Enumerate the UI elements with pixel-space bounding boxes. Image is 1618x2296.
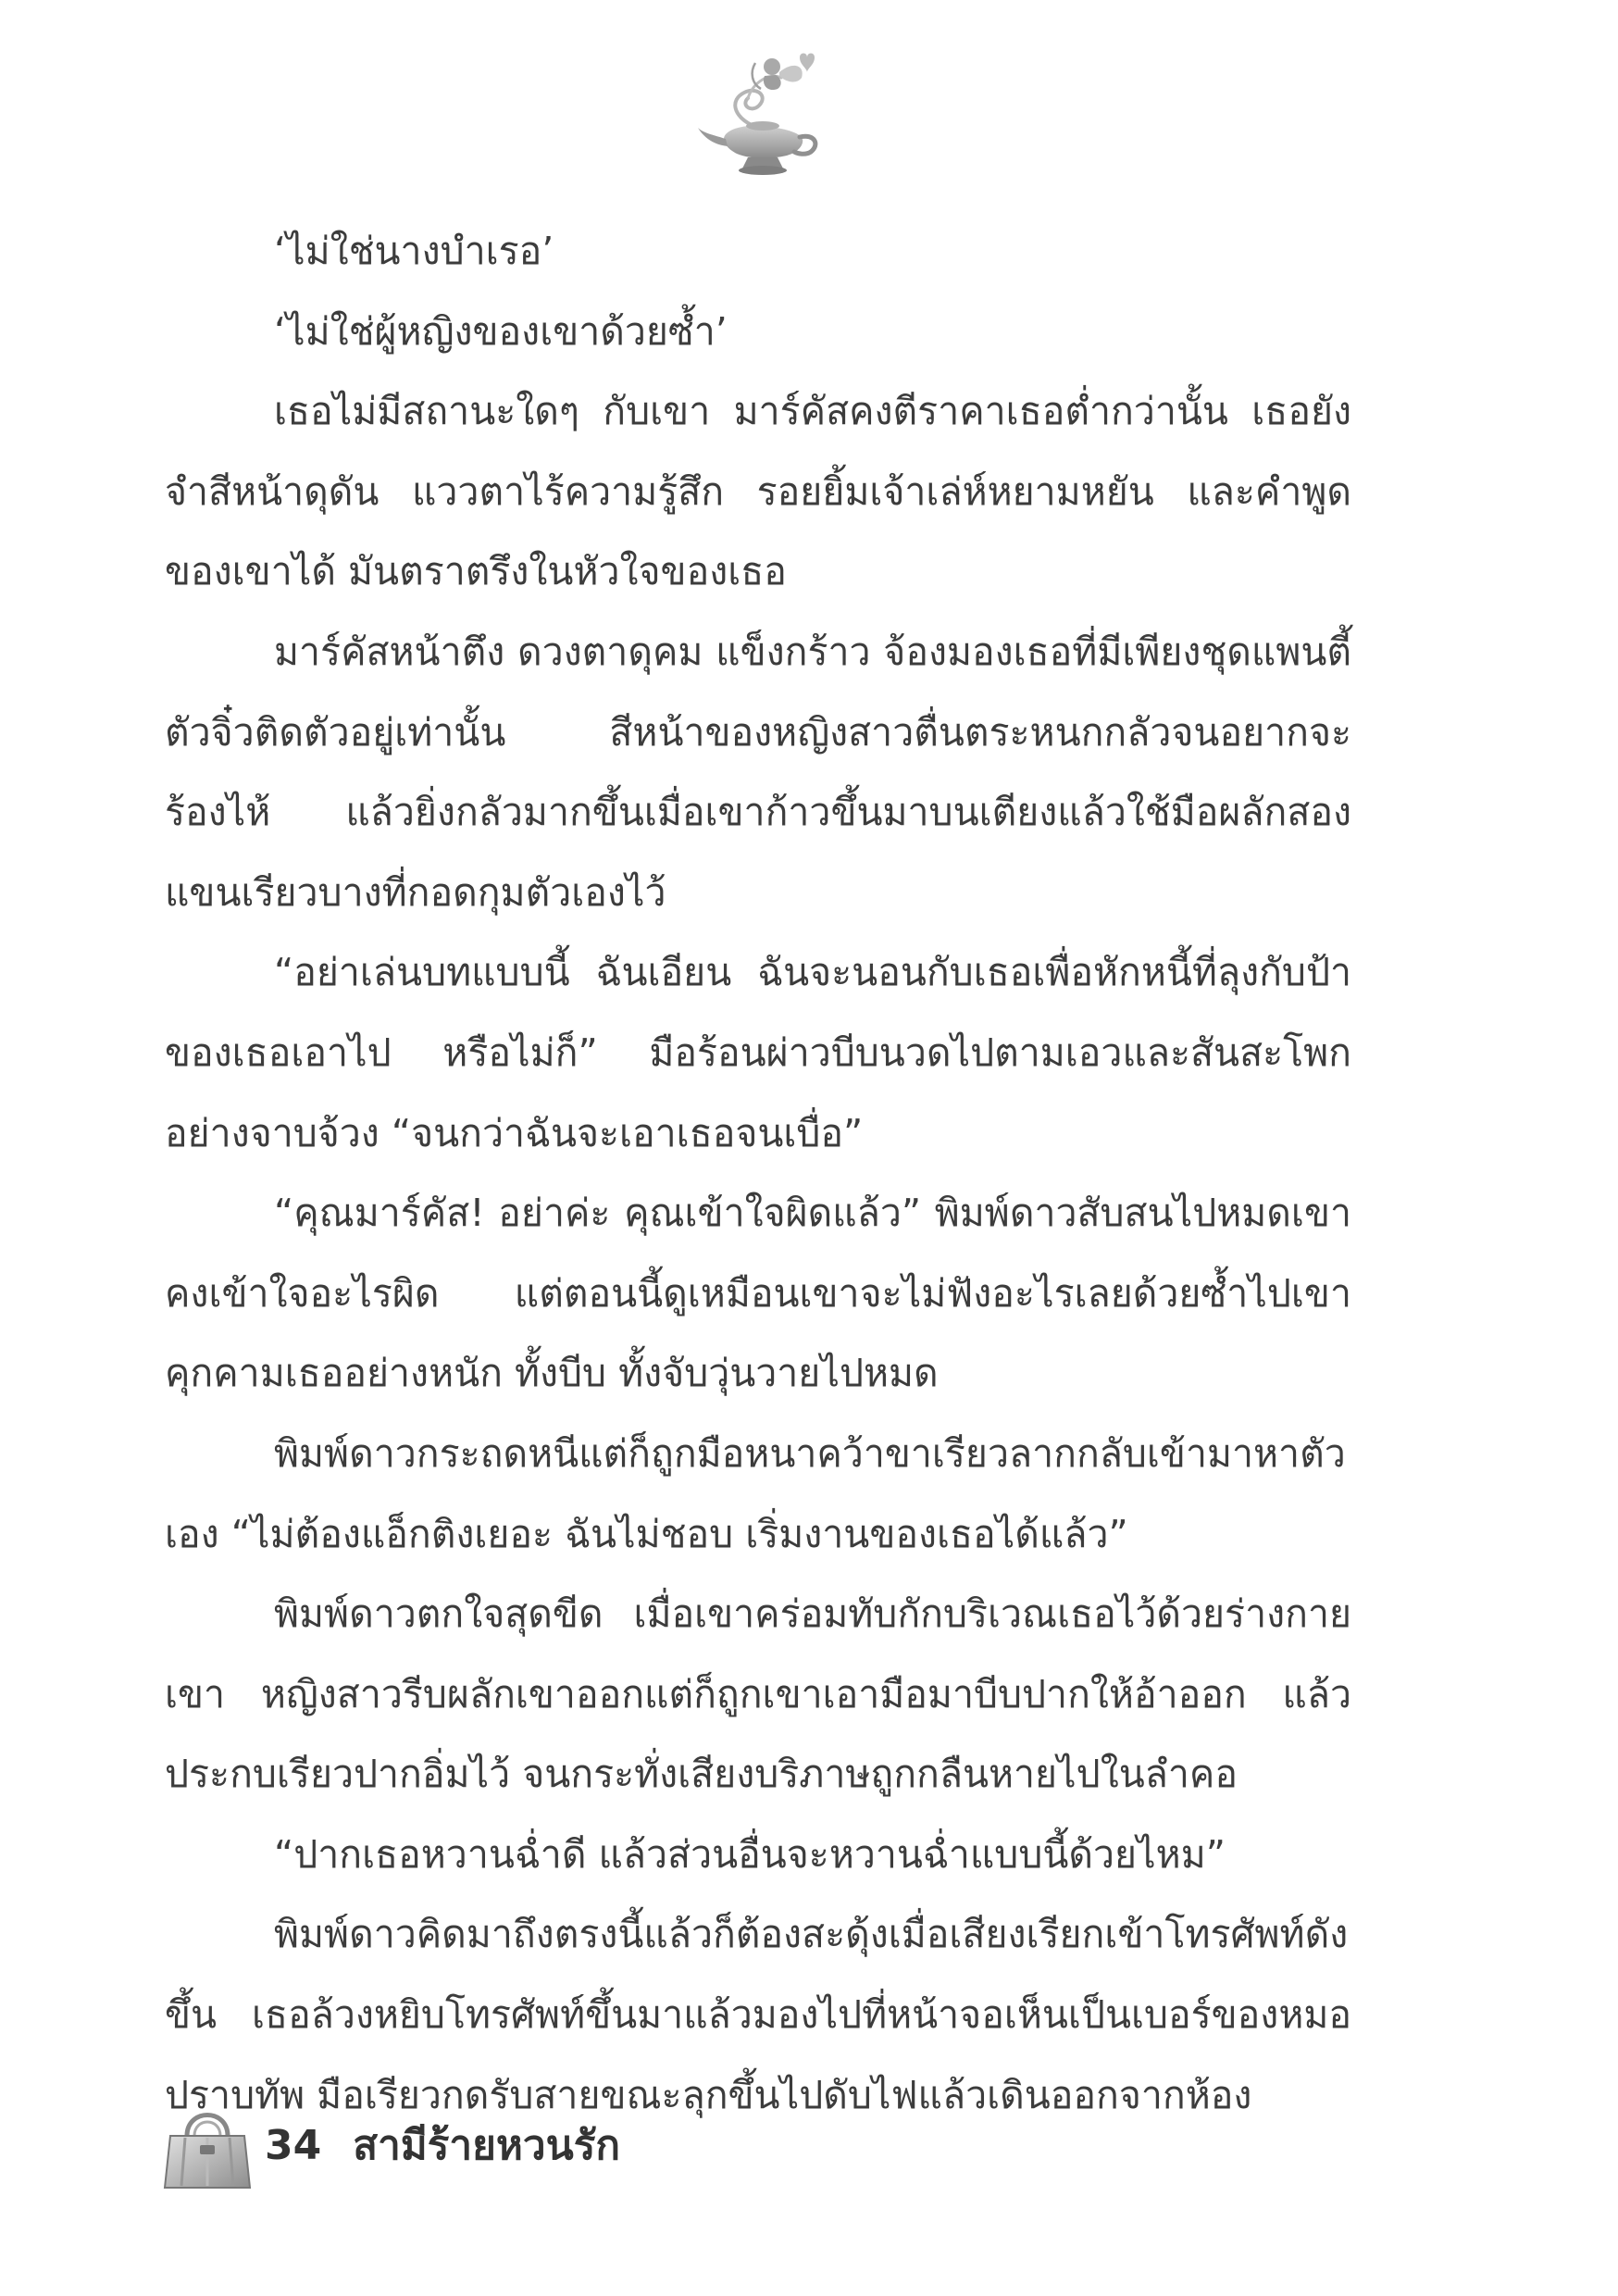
paragraph: พิมพ์ดาวคิดมาถึงตรงนี้แล้วก็ต้องสะดุ้งเมื่อเสียงเรียกเข้าโทรศัพท์ดังขึ้น เธอล้วงหยิบโทรศัพท์ขึ้นมาแล้วมองไปที่หน้าจอเห็นเป็นเบอร์ของหมอปราบทัพ มือเรียวกดรับสายขณะลุกขึ้นไปดับไฟแล้วเดินออกจากห้อง xyxy=(165,1912,1351,2117)
paragraph: “ปากเธอหวานฉ่ำดี แล้วส่วนอื่นจะหวานฉ่ำแบบนี้ด้วยไหม” xyxy=(274,1831,1226,1877)
paragraph: มาร์คัสหน้าตึง ดวงตาดุคม แข็งกร้าว จ้องมองเธอที่มีเพียงชุดแพนตี้ตัวจิ๋วติดตัวอยู่เท่านั้น สีหน้าของหญิงสาวตื่นตระหนกกลัวจนอยากจะร้องไห้ แล้วยิ่งกลัวมากขึ้นเมื่อเขาก้าวขึ้นมาบนเตียงแล้วใช้มือผลักสองแขนเรียวบางที่กอดกุมตัวเองไว้ xyxy=(165,629,1351,915)
genie-lamp-with-cupid-icon xyxy=(696,44,826,183)
paragraph: เธอไม่มีสถานะใดๆ กับเขา มาร์คัสคงตีราคาเธอต่ำกว่านั้น เธอยังจำสีหน้าดุดัน แววตาไร้ความรู้สึก รอยยิ้มเจ้าเล่ห์หยามหยัน และคำพูดของเขาได้ มันตราตรึงในหัวใจของเธอ xyxy=(165,389,1351,594)
paragraph: พิมพ์ดาวกระถดหนีแต่ก็ถูกมือหนาคว้าขาเรียวลากกลับเข้ามาหาตัวเอง “ไม่ต้องแอ็กติงเยอะ ฉันไม่ชอบ เริ่มงานของเธอได้แล้ว” xyxy=(165,1430,1346,1556)
page-footer xyxy=(163,2094,620,2196)
paragraph: พิมพ์ดาวตกใจสุดขีด เมื่อเขาคร่อมทับกักบริเวณเธอไว้ด้วยร่างกายเขา หญิงสาวรีบผลักเขาออกแต่ก็ถูกเขาเอามือมาบีบปากให้อ้าออก แล้วประกบเรียวปากอิ่มไว้ จนกระทั่งเสียงบริภาษถูกกลืนหายไปในลำคอ xyxy=(165,1591,1351,1797)
book-title: สามีร้ายหวนรัก xyxy=(353,2122,620,2169)
body-text xyxy=(165,211,1351,2135)
paragraph: “คุณมาร์คัส! อย่าค่ะ คุณเข้าใจผิดแล้ว” พิมพ์ดาวสับสนไปหมดเขาคงเข้าใจอะไรผิด แต่ตอนนี้ดูเหมือนเขาจะไม่ฟังอะไรเลยด้วยซ้ำไปเขาคุกคามเธออย่างหนัก ทั้งบีบ ทั้งจับวุ่นวายไปหมด xyxy=(165,1191,1351,1396)
page-number: 34 xyxy=(265,2121,322,2169)
handbag-icon xyxy=(163,2099,252,2191)
paragraph: ‘ไม่ใช่ผู้หญิงของเขาด้วยซ้ำ’ xyxy=(274,308,728,354)
paragraph: “อย่าเล่นบทแบบนี้ ฉันเอียน ฉันจะนอนกับเธอเพื่อหักหนี้ที่ลุงกับป้าของเธอเอาไป หรือไม่ก็” มือร้อนผ่าวบีบนวดไปตามเอวและสันสะโพกอย่างจาบจ้วง “จนกว่าฉันจะเอาเธอจนเบื่อ” xyxy=(165,950,1351,1155)
paragraph: ‘ไม่ใช่นางบำเรอ’ xyxy=(274,229,554,273)
